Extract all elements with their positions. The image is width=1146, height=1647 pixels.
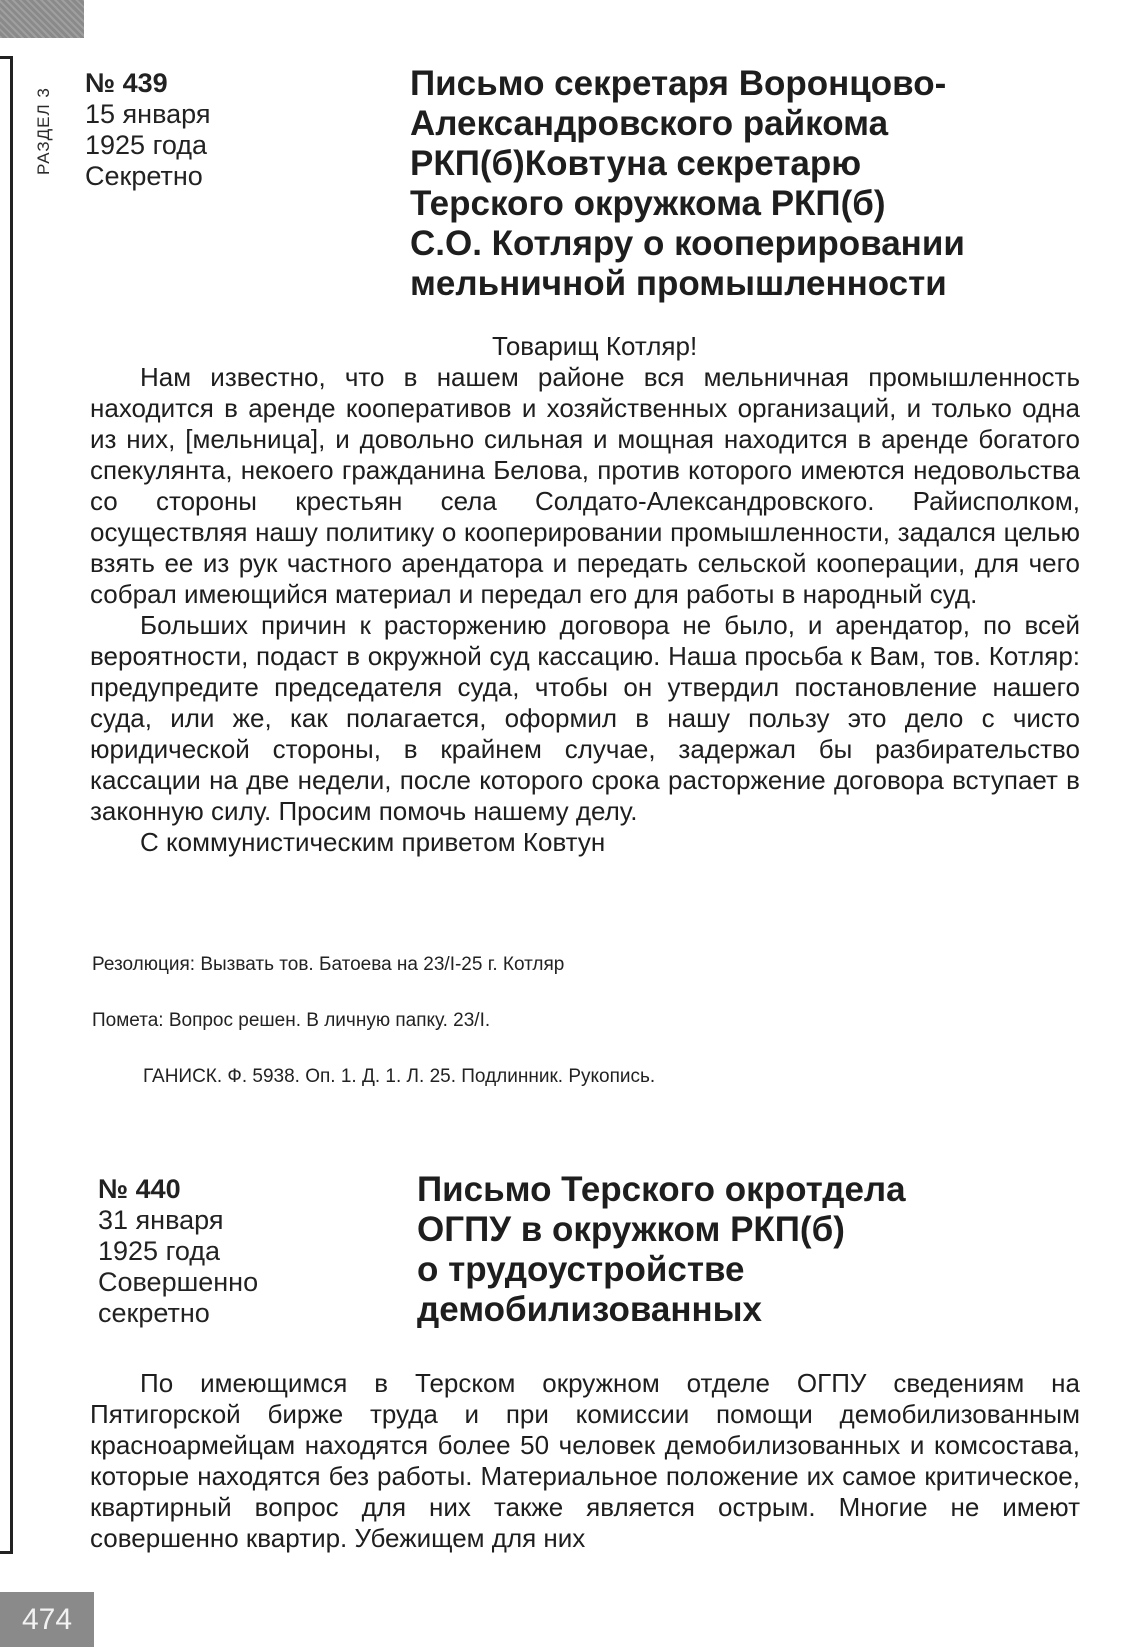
- doc439-source: ГАНИСК. Ф. 5938. Оп. 1. Д. 1. Л. 25. Подлинник. Рукопись.: [143, 1066, 656, 1087]
- doc440-title-line: Письмо Терского окротдела: [417, 1170, 906, 1209]
- doc439-body: [90, 362, 1080, 858]
- doc439-meta: [85, 68, 210, 192]
- doc439-title-line: Письмо секретаря Воронцово-: [410, 64, 947, 103]
- doc439-greeting: Товарищ Котляр!: [492, 331, 698, 361]
- doc439-classification: Секретно: [85, 161, 203, 191]
- doc439-title-line: РКП(б)Ковтуна секретарю: [410, 144, 862, 183]
- page-number: 474: [0, 1592, 94, 1647]
- doc440-title-line: демобилизованных: [417, 1290, 762, 1329]
- doc439-title-line: С.О. Котляру о кооперировании: [410, 224, 965, 263]
- doc440-title: [417, 1170, 906, 1330]
- doc439-date-year: 1925 года: [85, 130, 208, 160]
- side-bracket: [0, 56, 13, 1554]
- doc439-number: № 439: [85, 68, 168, 98]
- doc440-title-line: о трудоустройстве: [417, 1250, 745, 1289]
- doc439-title-line: Александровского райкома: [410, 104, 889, 143]
- doc440-body: [90, 1368, 1080, 1554]
- doc439-title-line: мельничной промышленности: [410, 264, 947, 303]
- doc439-date-day: 15 января: [85, 99, 211, 129]
- doc440-classification: Совершенно: [98, 1267, 259, 1297]
- corner-marker: [0, 0, 84, 38]
- section-label: РАЗДЕЛ 3: [34, 87, 53, 175]
- doc439-paragraph: Нам известно, что в нашем районе вся мельничная промышленность находится в аренде кооперативов и хозяйственных организаций, и только одна из них, [мельница], и довольно сильная и мощная находится в аренде богатого спекулянта, некоего гражданина Белова, против которого имеются недовольства со стороны крестьян села Солдато-Александровского. Райисполком, осуществляя нашу политику о кооперировании промышленности, задался целью взять ее из рук частного арендатора и передать сельской кооперации, для чего собрал имеющийся материал и передал его для работы в народный суд.: [90, 362, 1080, 609]
- doc439-paragraph: Больших причин к расторжению договора не было, и арендатор, по всей вероятности, подаст в окружной суд кассацию. Наша просьба к Вам, тов. Котляр: предупредите председателя суда, чтобы он утвердил постановление нашего суда, или же, как полагается, оформил в нашу пользу это дело с чисто юридической стороны, в крайнем случае, задержал бы разбирательство кассации на две недели, после которого срока расторжение договора вступает в законную силу. Просим помочь нашему делу.: [90, 610, 1080, 826]
- doc440-number: № 440: [98, 1174, 181, 1204]
- doc439-resolution: Резолюция: Вызвать тов. Батоева на 23/I-25 г. Котляр: [92, 954, 565, 975]
- doc439-title: [410, 64, 965, 304]
- doc440-classification: секретно: [98, 1298, 210, 1328]
- doc440-title-line: ОГПУ в окружком РКП(б): [417, 1210, 845, 1249]
- doc439-title-line: Терского окружкома РКП(б): [410, 184, 886, 223]
- doc440-meta: [98, 1174, 258, 1329]
- doc439-mark: Помета: Вопрос решен. В личную папку. 23/I.: [92, 1010, 491, 1031]
- doc440-paragraph: По имеющимся в Терском окружном отделе ОГПУ сведениям на Пятигорской бирже труда и при комиссии помощи демобилизованным красноармейцам находятся более 50 человек демобилизованных и комсостава, которые находятся без работы. Материальное положение их самое критическое, квартирный вопрос для них также является острым. Многие не имеют совершенно квартир. Убежищем для них: [90, 1368, 1080, 1553]
- doc440-date-year: 1925 года: [98, 1236, 221, 1266]
- doc440-date-day: 31 января: [98, 1205, 224, 1235]
- doc439-signature: С коммунистическим приветом Ковтун: [140, 827, 606, 857]
